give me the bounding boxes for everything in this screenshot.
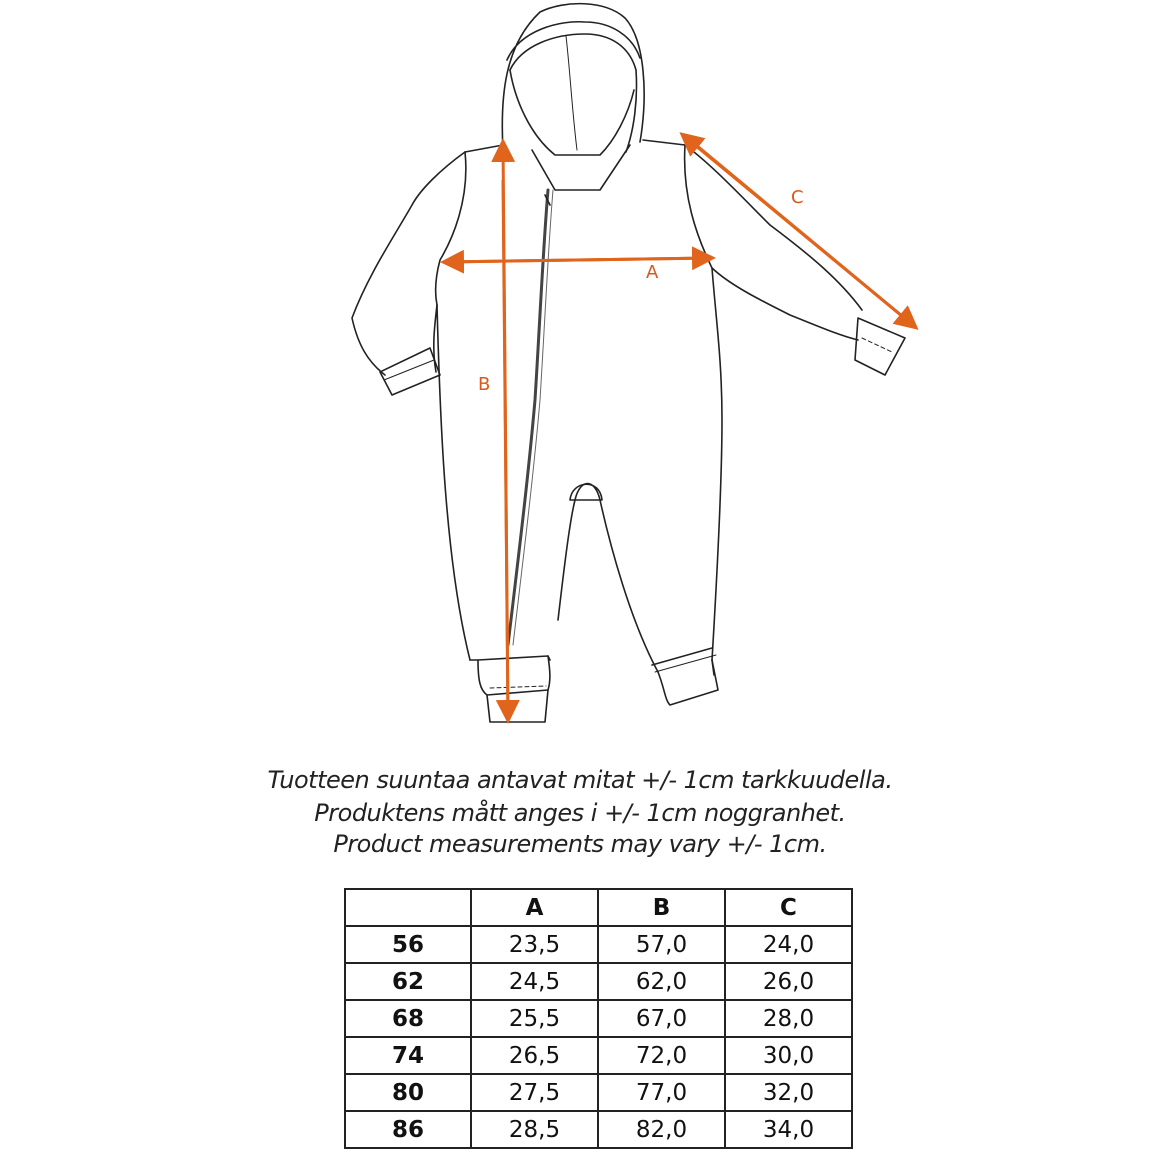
arrow-b-back [503, 144, 508, 718]
header-b: B [598, 889, 725, 926]
size-cell: 62 [345, 963, 471, 1000]
table-row [345, 926, 852, 963]
value-c-cell: 28,0 [725, 1000, 852, 1037]
measurement-arrows [446, 136, 914, 718]
arrow-c-back [684, 136, 914, 326]
label-a: A [646, 262, 659, 283]
value-b-cell: 72,0 [598, 1037, 725, 1074]
value-a-cell: 23,5 [471, 926, 598, 963]
table-header-row [345, 889, 852, 926]
table-row [345, 1000, 852, 1037]
label-c: C [791, 187, 804, 208]
note-english: Product measurements may vary +/- 1cm. [333, 830, 827, 858]
note-swedish: Produktens mått anges i +/- 1cm noggranhet. [314, 799, 846, 827]
header-a: A [471, 889, 598, 926]
value-b-cell: 57,0 [598, 926, 725, 963]
value-b-cell: 62,0 [598, 963, 725, 1000]
value-c-cell: 26,0 [725, 963, 852, 1000]
arrow-a-back [446, 258, 710, 262]
size-cell: 86 [345, 1111, 471, 1148]
size-table [344, 888, 853, 1149]
label-b: B [478, 374, 491, 395]
size-cell: 80 [345, 1074, 471, 1111]
size-cell: 74 [345, 1037, 471, 1074]
table-row [345, 1037, 852, 1074]
value-c-cell: 32,0 [725, 1074, 852, 1111]
table-row [345, 963, 852, 1000]
size-cell: 56 [345, 926, 471, 963]
value-a-cell: 26,5 [471, 1037, 598, 1074]
header-corner [345, 889, 471, 926]
value-a-cell: 27,5 [471, 1074, 598, 1111]
value-c-cell: 30,0 [725, 1037, 852, 1074]
value-a-cell: 28,5 [471, 1111, 598, 1148]
value-b-cell: 77,0 [598, 1074, 725, 1111]
note-finnish: Tuotteen suuntaa antavat mitat +/- 1cm tarkkuudella. [267, 766, 893, 794]
value-b-cell: 67,0 [598, 1000, 725, 1037]
size-cell: 68 [345, 1000, 471, 1037]
value-b-cell: 82,0 [598, 1111, 725, 1148]
table-row [345, 1074, 852, 1111]
overall-outline-icon [352, 4, 905, 722]
value-c-cell: 24,0 [725, 926, 852, 963]
value-c-cell: 34,0 [725, 1111, 852, 1148]
table-row [345, 1111, 852, 1148]
value-a-cell: 24,5 [471, 963, 598, 1000]
header-c: C [725, 889, 852, 926]
value-a-cell: 25,5 [471, 1000, 598, 1037]
